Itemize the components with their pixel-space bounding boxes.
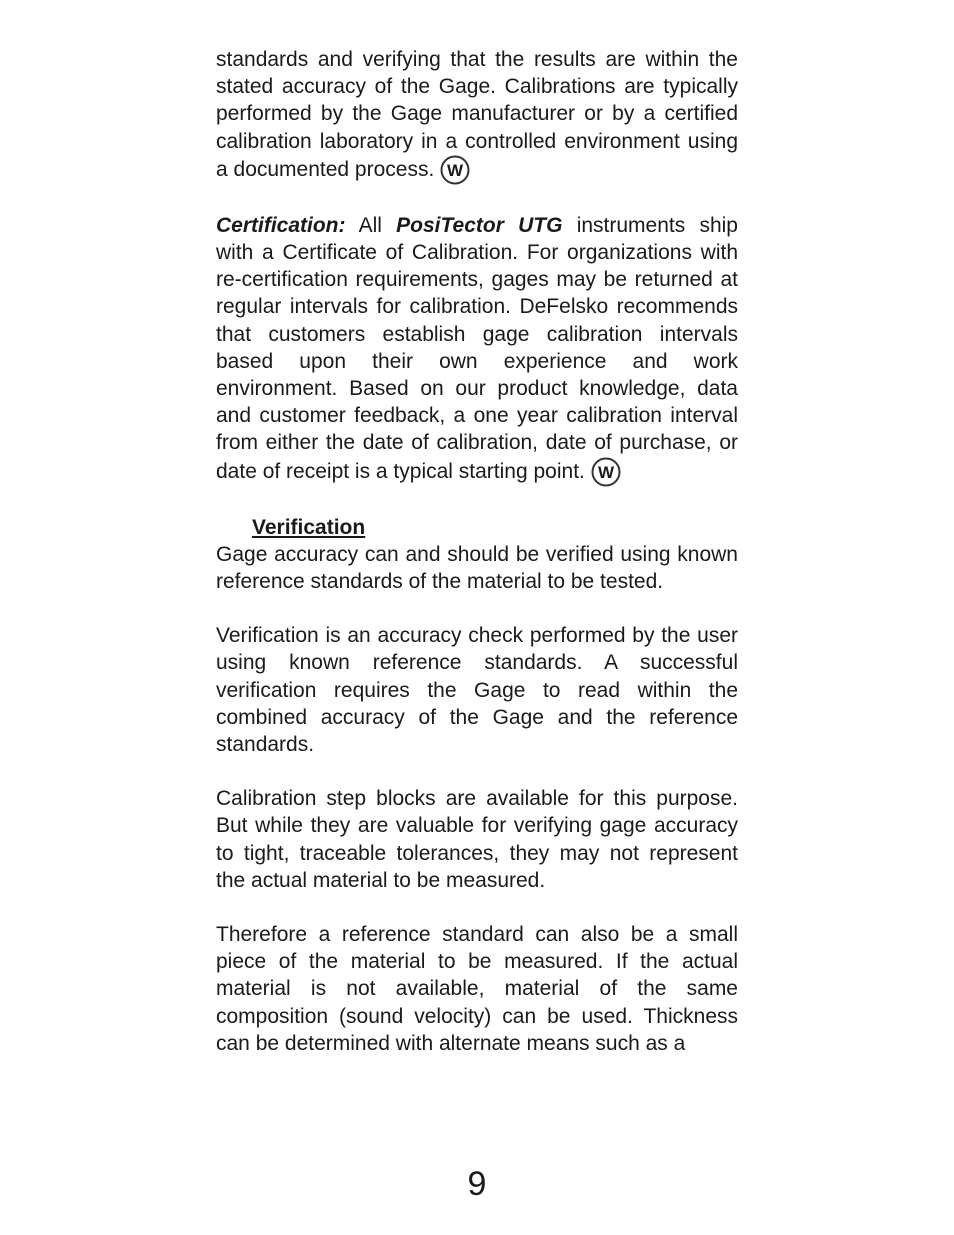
page-content <box>216 46 738 1057</box>
certification-label: Certification: <box>216 213 346 237</box>
paragraph-step-blocks: Calibration step blocks are available for this purpose. But while they are valuable for verifying gage accuracy to tight, traceable tolerances, they may not represent the actual material to be measured. <box>216 787 738 892</box>
svg-text:W: W <box>597 462 614 482</box>
paragraph-text: standards and verifying that the results are within the stated accuracy of the Gage. Calibrations are typically performed by the Gage manufacturer or by a certified calibration laboratory in a controlled environment using a documented process. <box>216 48 738 181</box>
paragraph-reference-standard: Therefore a reference standard can also be a small piece of the material to be measured. If the actual material is not available, material of the same composition (sound velocity) can be used. Thickness can be determined with alternate means such as a <box>216 923 738 1055</box>
paragraph-verification-intro: Gage accuracy can and should be verified using known reference standards of the material to be tested. <box>216 542 738 594</box>
section-heading-verification: Verification <box>252 515 366 539</box>
paragraph-verification-definition: Verification is an accuracy check performed by the user using known reference standards. A successful verification requires the Gage to read within the combined accuracy of the Gage and the reference standards. <box>216 624 738 757</box>
product-name: PosiTector UTG <box>396 213 563 237</box>
web-link-icon[interactable] <box>591 457 621 487</box>
page-number: 9 <box>467 1165 487 1203</box>
svg-text:W: W <box>447 160 464 180</box>
paragraph-calibration-end <box>216 46 738 185</box>
web-link-icon[interactable] <box>440 155 470 185</box>
paragraph-certification: Certification: All PosiTector UTG instruments ship with a Certificate of Calibration. For organizations with re-certification requirements, gages may be returned at regular intervals for calibration. DeFelsko recommends that customers establish gage calibration intervals based upon their own experience and work environment. Based on our product knowledge, data and customer feedback, a one year calibration interval from either the date of calibration, date of purchase, or date of receipt is a typical starting point. W <box>216 212 738 487</box>
